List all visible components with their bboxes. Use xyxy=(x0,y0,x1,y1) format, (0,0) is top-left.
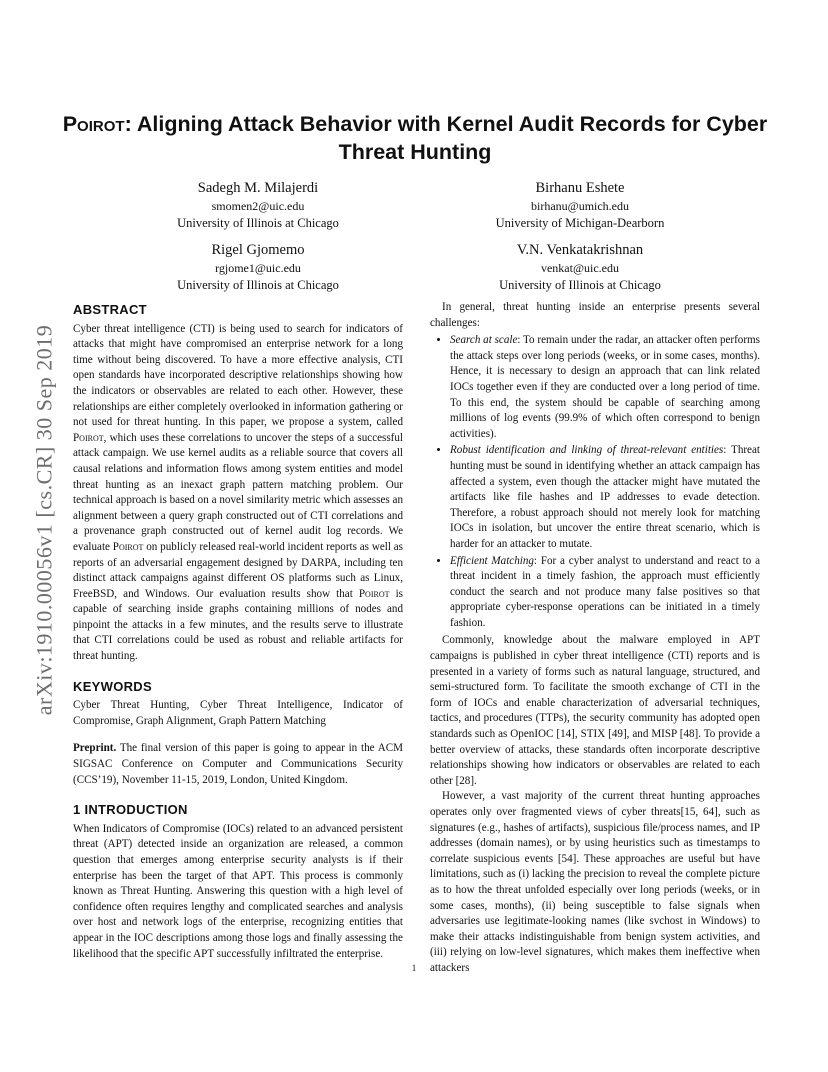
paper-title: Poirot: Aligning Attack Behavior with Kernel Audit Records for Cyber Threat Hunting xyxy=(62,112,768,164)
right-column xyxy=(430,300,760,977)
author-name: Rigel Gjomemo xyxy=(211,242,305,258)
author-block xyxy=(430,240,730,294)
list-item xyxy=(450,333,760,442)
bullet-text: : For a cyber analyst to understand and react to a threat incident in a timely fashion, the approach must efficiently conduct the search and not produce many false positives so that appropriate cyber-response operations can be initiated in a timely fashion. xyxy=(450,554,760,629)
bullet-text: : To remain under the radar, an attacker often performs the attack steps over long periods (weeks, or in some cases, months). Hence, it is necessary to design an approach that can link related IOCs together even if they are conducted over a long period of time. To this end, the system should be capable of searching among millions of log events (99.9% of which often correspond to benign activities). xyxy=(450,334,760,440)
author-name: Sadegh M. Milajerdi xyxy=(197,180,319,196)
list-item xyxy=(450,443,760,552)
author-affiliation: University of Illinois at Chicago xyxy=(177,216,339,230)
abstract-text: Cyber threat intelligence (CTI) is being used to search for indicators of attacks that might have compromised an enterprise network for a long time without being discovered. To have a more effective analysis, CTI open standards have incorporated descriptive relationships showing how the indicators or observables are related to each other. However, these relationships are either completely overlooked in information gathering or not used for threat hunting. In this paper, we propose a system, called Poirot, which uses these correlations to uncover the steps of a successful attack campaign. We use kernel audits as a reliable source that covers all causal relations and information flows among system entities and model threat hunting as an inexact graph pattern matching problem. Our technical approach is based on a novel similarity metric which assesses an alignment between a query graph constructed out of CTI correlations and a provenance graph constructed out of kernel audit log records. We evaluate Poirot on publicly released real-world incident reports as well as reports of an adversarial engagement designed by DARPA, including ten distinct attack campaigns against different OS platforms such as Linux, FreeBSD, and Windows. Our evaluation results show that Poirot is capable of searching inside graphs containing millions of nodes and pinpoint the attacks in a few minutes, and the results serve to illustrate that CTI correlations could be used as robust and reliable artifacts for threat hunting. xyxy=(73,322,404,663)
abstract-heading: ABSTRACT xyxy=(73,302,147,317)
challenges-intro: In general, threat hunting inside an enterprise presents several challenges: xyxy=(430,301,760,329)
author-name: Birhanu Eshete xyxy=(535,180,625,196)
keywords-heading: KEYWORDS xyxy=(73,678,152,694)
author-block xyxy=(108,178,408,232)
bullet-title: Efficient Matching xyxy=(450,554,534,567)
author-block xyxy=(430,178,730,232)
body-paragraph: However, a vast majority of the current threat hunting approaches operates only over fragmented views of cyber threats[15, 64], such as signatures (e.g., hashes of artifacts), suspicious file/process names, and IP addresses (domain names), or by using heuristics such as timestamps to correlate suspicious events [54]. These approaches are useful but have limitations, such as (i) lacking the precision to reveal the complete picture as to how the threat unfolded especially over long periods (weeks, or in some cases, months), (ii) being susceptible to false signals when adversaries use legitimate-looking names (like svchost in Windows) to make their attacks indistinguishable from benign system activities, and (iii) relying on low-level signatures, which makes them ineffective when attackers xyxy=(430,790,760,974)
author-affiliation: University of Illinois at Chicago xyxy=(177,278,339,292)
page-number: 1 xyxy=(411,963,417,973)
arxiv-stamp: arXiv:1910.00056v1 [cs.CR] 30 Sep 2019 xyxy=(31,324,56,716)
author-name: V.N. Venkatakrishnan xyxy=(516,242,644,258)
author-email: birhanu@umich.edu xyxy=(530,199,630,213)
author-email: smomen2@uic.edu xyxy=(211,199,305,213)
author-email: venkat@uic.edu xyxy=(540,261,620,275)
bullet-title: Search at scale xyxy=(450,334,518,347)
bullet-text: : Threat hunting must be sound in identifying whether an attack campaign has affected a system, even though the attacker might have mutated the artifacts like file hashes and IP addresses to evade detection. Therefore, a robust approach should not merely look for matching IOCs in isolation, but uncover the entire threat scenario, which is harder for an attacker to mutate. xyxy=(450,444,760,550)
author-affiliation: University of Michigan-Dearborn xyxy=(495,216,665,230)
author-email: rgjome1@uic.edu xyxy=(215,261,301,275)
body-paragraph: Commonly, knowledge about the malware employed in APT campaigns is published in cyber threat intelligence (CTI) reports and is presented in a variety of forms such as natural language, structured, and semi-structured form. To facilitate the smooth exchange of CTI in the form of IOCs and enable characterization of adversarial techniques, tactics, and procedures (TTPs), the security community has adopted open standards such as OpenIOC [14], STIX [49], and MISP [48]. To provide a better overview of attacks, these standards often incorporate descriptive relationships showing how indicators or observables are related to each other [28]. xyxy=(430,634,760,787)
introduction-paragraph: When Indicators of Compromise (IOCs) related to an advanced persistent threat (APT) detected inside an organization are released, a common question that emerges among enterprise security analysts is if their enterprise has been the target of that APT. This process is commonly known as Threat Hunting. Answering this question with a high level of confidence often requires lengthy and complicated searches and analysis over host and network logs of the enterprise, recognizing entities that appear in the IOC descriptions among those logs and finally assessing the likelihood that the specific APT successfully infiltrated the enterprise. xyxy=(73,822,403,960)
bullet-title: Robust identification and linking of threat-relevant entities xyxy=(450,444,724,457)
left-column xyxy=(73,300,403,962)
keywords-text: Cyber Threat Hunting, Cyber Threat Intelligence, Indicator of Compromise, Graph Alignment, Graph Pattern Matching xyxy=(73,699,403,727)
preprint-text: The final version of this paper is going to appear in the ACM SIGSAC Conference on Computer and Communications Security (CCS’19), November 11-15, 2019, London, United Kingdom. xyxy=(73,742,403,786)
introduction-heading: 1 INTRODUCTION xyxy=(73,802,188,818)
author-affiliation: University of Illinois at Chicago xyxy=(499,278,661,292)
list-item xyxy=(450,554,760,632)
preprint-label: Preprint. xyxy=(73,742,117,755)
author-block xyxy=(108,240,408,294)
challenges-list xyxy=(430,333,760,631)
preprint-note xyxy=(73,741,403,788)
